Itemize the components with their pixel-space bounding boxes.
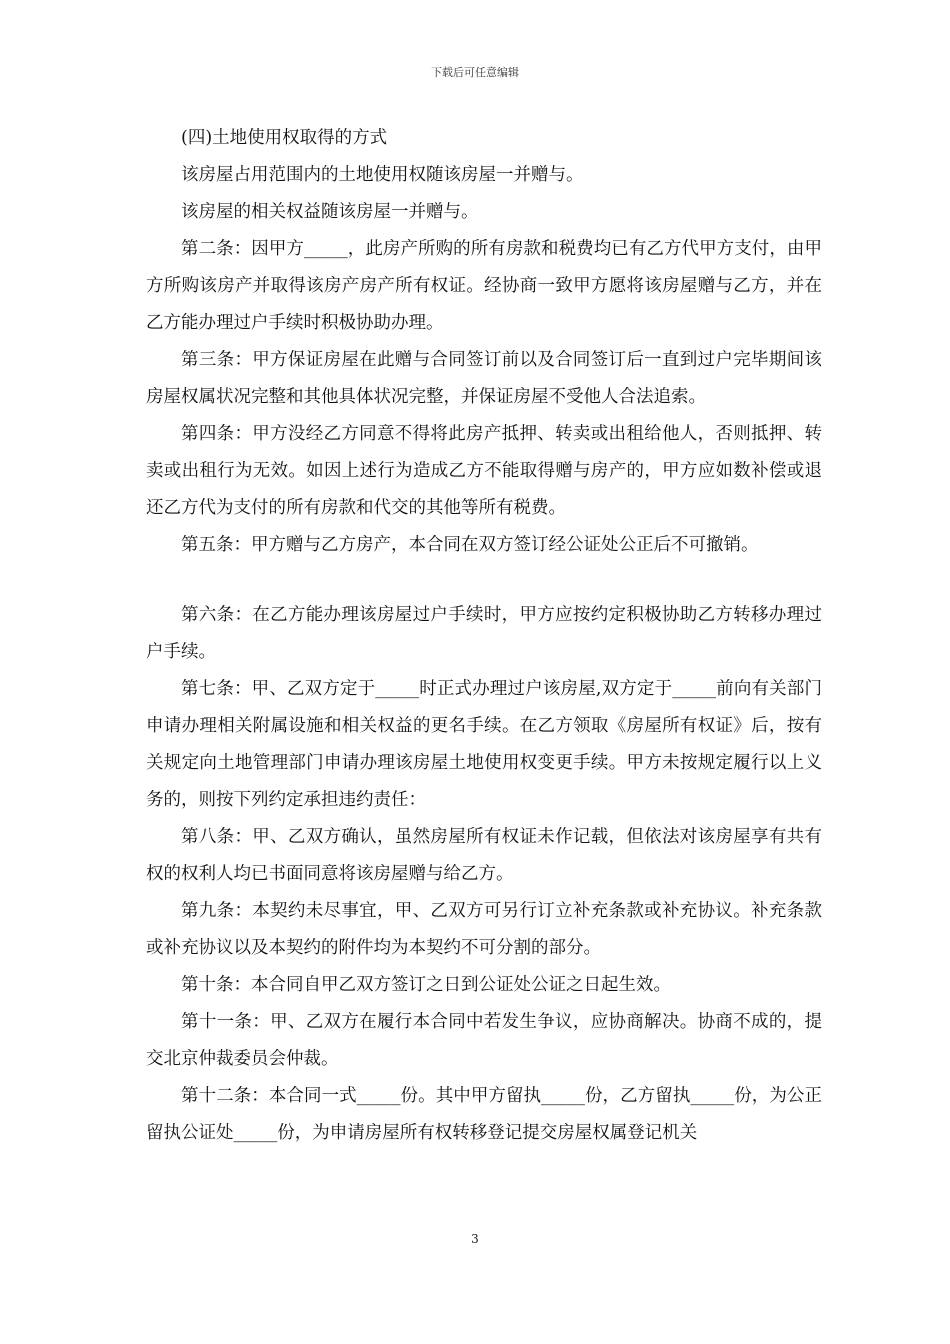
clause-9: 第九条：本契约未尽事宜，甲、乙双方可另行订立补充条款或补充协议。补充条款或补充协议以及本契约的附件均为本契约不可分割的部分。 <box>146 901 822 958</box>
clause-4: 第四条：甲方没经乙方同意不得将此房产抵押、转卖或出租给他人，否则抵押、转卖或出租行为无效。如因上述行为造成乙方不能取得赠与房产的，甲方应如数补偿或退还乙方代为支付的所有房款和代交的其他等所有税费。 <box>146 424 822 518</box>
clause-2: 第二条：因甲方_____，此房产所购的所有房款和税费均已有乙方代甲方支付，由甲方所购该房产并取得该房产房产所有权证。经协商一致甲方愿将该房屋赠与乙方，并在乙方能办理过户手续时积极协助办理。 <box>146 239 822 333</box>
paragraph-land-use-gift: 该房屋占用范围内的土地使用权随该房屋一并赠与。 <box>181 165 584 185</box>
document-body <box>146 120 822 1152</box>
clause-10: 第十条：本合同自甲乙双方签订之日到公证处公证之日起生效。 <box>181 975 671 995</box>
page-header: 下载后可任意编辑 <box>431 66 519 79</box>
clause-7: 第七条：甲、乙双方定于_____时正式办理过户该房屋,双方定于_____前向有关部门申请办理相关附属设施和相关权益的更名手续。在乙方领取《房屋所有权证》后，按有关规定向土地管理部门申请办理该房屋土地使用权变更手续。甲方未按规定履行以上义务的，则按下列约定承担违约责任： <box>146 679 822 810</box>
clause-8: 第八条：甲、乙双方确认，虽然房屋所有权证未作记载，但依法对该房屋享有共有权的权利人均已书面同意将该房屋赠与给乙方。 <box>146 827 822 884</box>
page-number: 3 <box>471 1232 479 1246</box>
clause-6: 第六条：在乙方能办理该房屋过户手续时，甲方应按约定积极协助乙方转移办理过户手续。 <box>146 605 822 662</box>
clause-12: 第十二条：本合同一式_____份。其中甲方留执_____份，乙方留执_____份，为公正留执公证处_____份，为申请房屋所有权转移登记提交房屋权属登记机关 <box>146 1086 822 1143</box>
section-heading-land-use-right: (四)土地使用权取得的方式 <box>181 128 388 148</box>
clause-5: 第五条：甲方赠与乙方房产，本合同在双方签订经公证处公正后不可撤销。 <box>181 535 759 555</box>
clause-3: 第三条：甲方保证房屋在此赠与合同签订前以及合同签订后一直到过户完毕期间该房屋权属状况完整和其他具体状况完整，并保证房屋不受他人合法追索。 <box>146 350 822 407</box>
paragraph-related-rights-gift: 该房屋的相关权益随该房屋一并赠与。 <box>181 202 479 222</box>
clause-11: 第十一条：甲、乙双方在履行本合同中若发生争议，应协商解决。协商不成的，提交北京仲裁委员会仲裁。 <box>146 1012 822 1069</box>
